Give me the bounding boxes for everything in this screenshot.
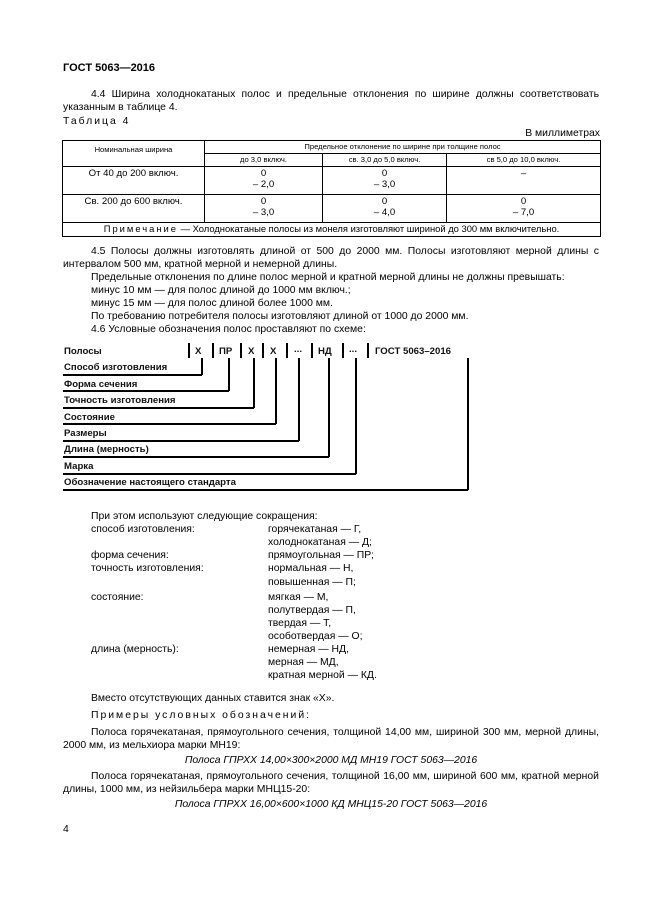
section-4-5-p2: Предельные отклонения по длине полос мерной и кратной мерной длины не должны превышать: bbox=[91, 272, 565, 283]
cell: 0 – 7,0 bbox=[447, 195, 601, 223]
abbr-label: длина (мерность): bbox=[91, 644, 179, 655]
table-row bbox=[63, 195, 601, 223]
abbr-value: полутвердая — П, bbox=[268, 605, 356, 616]
table-row bbox=[63, 167, 601, 195]
scheme-top-8: ГОСТ 5063–2016 bbox=[375, 346, 452, 357]
cell: 0 – 2,0 bbox=[205, 167, 323, 195]
section-4-4: 4.4 Ширина холоднокатаных полос и предельные отклонения по ширине должны соответствовать указанным в таблице 4. bbox=[63, 89, 599, 113]
scheme-top-1: Х bbox=[195, 346, 202, 357]
scheme-top-3: Х bbox=[248, 346, 255, 357]
example-2-text: Полоса горячекатаная, прямоугольного сечения, толщиной 16,00 мм, шириной 600 мм, кратной мерной длины, 1000 мм, из нейзильбера марки МНЦ15-20: bbox=[63, 771, 599, 795]
col-group-deviation: Предельное отклонение по ширине при толщине полос bbox=[205, 141, 601, 154]
abbr-value: мягкая — М, bbox=[268, 592, 329, 603]
subcol-3: св 5,0 до 10,0 включ. bbox=[447, 154, 601, 167]
abbr-value: особотвердая — О; bbox=[268, 631, 363, 642]
subcol-1: до 3,0 включ. bbox=[205, 154, 323, 167]
table-note: Примечание — Холоднокатаные полосы из монеля изготовляют шириной до 300 мм включительно. bbox=[63, 223, 601, 237]
section-4-5-p4: минус 15 мм — для полос длиной более 1000 мм. bbox=[91, 298, 333, 309]
document-header: ГОСТ 5063—2016 bbox=[63, 62, 156, 74]
scheme-label-6: Марка bbox=[64, 461, 94, 472]
table-caption: Таблица 4 bbox=[63, 116, 131, 127]
examples-heading: Примеры условных обозначений: bbox=[91, 710, 312, 721]
abbr-label: точность изготовления: bbox=[91, 563, 204, 574]
scheme-label-0: Способ изготовления bbox=[64, 362, 168, 373]
scheme-top-4: Х bbox=[270, 346, 277, 357]
cell: 0 – 3,0 bbox=[205, 195, 323, 223]
scheme-label-3: Состояние bbox=[64, 412, 115, 423]
abbr-label: способ изготовления: bbox=[91, 524, 195, 535]
scheme-top-5: ... bbox=[294, 344, 302, 355]
section-4-5-p1: 4.5 Полосы должны изготовлять длиной от 500 до 2000 мм. Полосы изготовляют мерной длины с интервалом 500 мм, кратной мерной и немерной длины. bbox=[63, 246, 599, 270]
page-number: 4 bbox=[63, 824, 69, 835]
abbr-label: состояние: bbox=[91, 592, 144, 603]
cell: – bbox=[447, 167, 601, 195]
abbr-value: немерная — НД, bbox=[268, 644, 349, 655]
example-2-code: Полоса ГПРХХ 16,00×600×1000 КД МНЦ15-20 ГОСТ 5063—2016 bbox=[174, 799, 488, 810]
abbr-value: твердая — Т, bbox=[268, 618, 332, 629]
abbr-value: нормальная — Н, bbox=[268, 563, 354, 574]
row-width: Св. 200 до 600 включ. bbox=[63, 195, 205, 223]
cell: 0 – 4,0 bbox=[323, 195, 447, 223]
cell: 0 – 3,0 bbox=[323, 167, 447, 195]
scheme-top-7: ... bbox=[349, 344, 357, 355]
scheme-label-7: Обозначение настоящего стандарта bbox=[64, 477, 236, 488]
abbr-intro: При этом используют следующие сокращения: bbox=[91, 511, 318, 522]
scheme-label-2: Точность изготовления bbox=[64, 395, 176, 406]
subcol-2: св. 3,0 до 5,0 включ. bbox=[323, 154, 447, 167]
section-4-5-p5: По требованию потребителя полосы изготовляют длиной от 1000 до 2000 мм. bbox=[91, 311, 469, 322]
scheme-label-4: Размеры bbox=[64, 428, 107, 439]
scheme-top-2: ПР bbox=[219, 346, 233, 357]
absent-note: Вместо отсутствующих данных ставится знак «Х». bbox=[91, 693, 335, 704]
abbr-value: повышенная — П; bbox=[268, 577, 356, 588]
scheme-top-0: Полосы bbox=[64, 346, 102, 357]
col-nominal-width: Номинальная ширина bbox=[63, 141, 205, 167]
scheme-top-6: НД bbox=[318, 346, 332, 357]
example-1-code: Полоса ГПРХХ 14,00×300×2000 МД МН19 ГОСТ 5063—2016 bbox=[184, 755, 478, 766]
scheme-label-5: Длина (мерность) bbox=[64, 444, 149, 455]
abbr-value: прямоугольная — ПР; bbox=[268, 550, 374, 561]
table-4 bbox=[62, 140, 601, 237]
abbr-label: форма сечения: bbox=[91, 550, 169, 561]
row-width: От 40 до 200 включ. bbox=[63, 167, 205, 195]
abbr-value: холоднокатаная — Д; bbox=[268, 537, 372, 548]
abbr-value: кратная мерной — КД. bbox=[268, 670, 377, 681]
example-1-text: Полоса горячекатаная, прямоугольного сечения, толщиной 14,00 мм, шириной 300 мм, мерной длины, 2000 мм, из мельхиора марки МН19: bbox=[63, 727, 599, 751]
abbr-value: горячекатаная — Г, bbox=[268, 524, 362, 535]
section-4-6: 4.6 Условные обозначения полос проставляют по схеме: bbox=[91, 324, 366, 335]
abbr-value: мерная — МД, bbox=[268, 657, 339, 668]
scheme-label-1: Форма сечения bbox=[64, 379, 138, 390]
table-unit: В миллиметрах bbox=[525, 128, 600, 139]
section-4-5-p3: минус 10 мм — для полос длиной до 1000 мм включ.; bbox=[91, 285, 351, 296]
